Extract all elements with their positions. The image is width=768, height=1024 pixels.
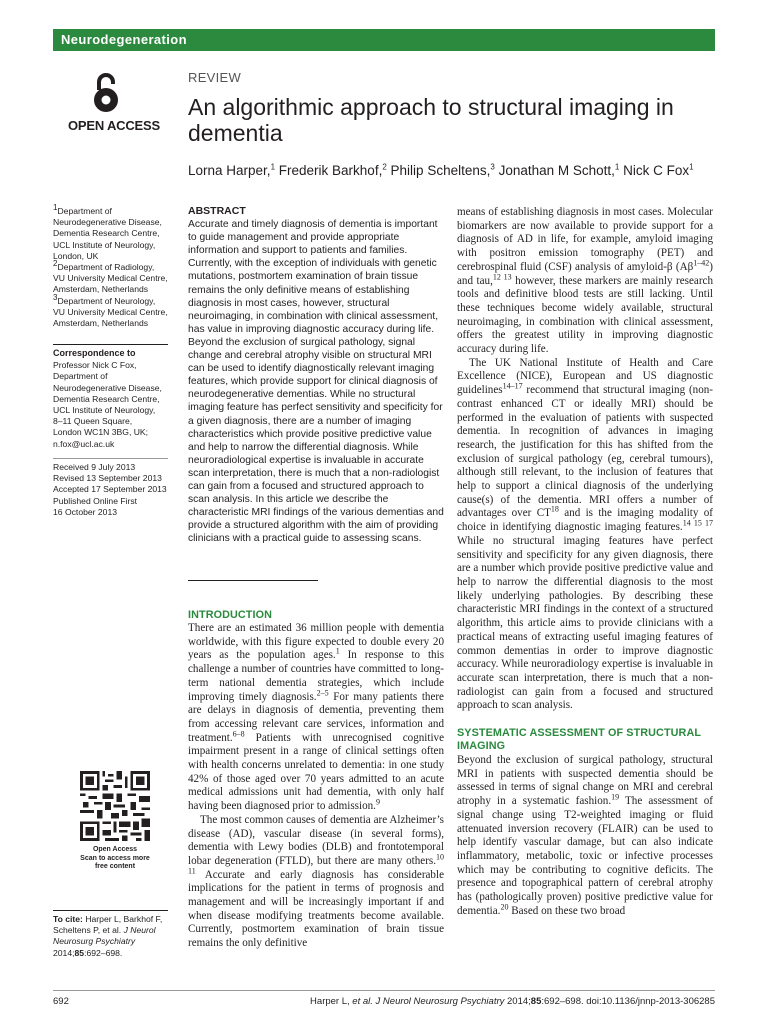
section-band [53, 29, 715, 51]
affiliation-ref: 3 [490, 162, 495, 172]
affiliation-ref: 1 [614, 162, 620, 172]
footer-citation: Harper L, et al. J Neurol Neurosurg Psychiatry 2014;85:692–698. doi:10.1136/jnnp-2013-306285 [310, 996, 715, 1007]
author: Frederik Barkhof, [278, 163, 383, 178]
qr-caption: Open Access Scan to access more free content [80, 846, 150, 870]
correspondence-heading: Correspondence to [53, 348, 136, 358]
article-dates: Received 9 July 2013 Revised 13 September 2013 Accepted 17 September 2013 Published Online First 16 October 2013 [53, 458, 168, 518]
affiliation: $^1$Department of Neurodegenerative Disease, Dementia Research Centre, UCL Institute of Neurology, London, UK [53, 203, 162, 261]
author: Nick C Fox [623, 163, 690, 178]
affiliations [53, 203, 168, 329]
paragraph: There are an estimated 36 million people with dementia worldwide, with this figure expected to double every 20 years as the population ages.$^1$ In response to this challenge a number of countries have committed to long-term national dementia strategies, which include improving timely diagnosis.$^{2-5}$ For many patients there are delays in diagnosis of dementia, preventing them from accessing relevant care services, information and treatment.$^{6-8}$ Patients with unrecognised cognitive impairment present in a range of clinical settings often with health concerns unrelated to dementia: in one study 42% of those aged over 70 years admitted to an acute medical admissions unit had dementia, with only half having been diagnosed prior to admission.$^9$ [188, 622, 445, 813]
open-access-label: OPEN ACCESS [68, 118, 160, 133]
article-title: An algorithmic approach to structural imaging in dementia [188, 94, 674, 146]
footer-divider [53, 990, 715, 991]
author: Jonathan M Schott, [498, 163, 615, 178]
affiliation: $^3$Department of Neurology, VU University Medical Centre, Amsterdam, Netherlands [53, 292, 168, 329]
affiliation-ref: 1 [270, 162, 276, 172]
section-label: Neurodegeneration [61, 32, 187, 47]
paragraph: The UK National Institute of Health and Care Excellence (NICE), European and US diagnostic guidelines$^{14-17}$ recommend that structural imaging (non-contrast enhanced CT or ideally MRI) should be performed in the evaluation of patients with suspected dementia. In recognition of advances in imaging research, the justification for this has shifted from the exclusion of surgical pathology (eg, cerebral tumours), although still relevant, to the inclusion of features that help to support a clinical diagnosis of the underlying cause(s) of the dementia. MRI offers a number of advantages over CT$^{18}$ and is the imaging modality of choice in identifying diagnostic imaging features.$^{14 15 17}$ While no structural imaging features have perfect sensitivity and specificity for any given diagnosis, there are a number which provide positive predictive value and help to narrow the differential diagnosis to the most likely underlying pathologies. By describing these characteristic MRI findings in the context of a structured algorithm, this article aims to provide clinicians with a practical means of extracting useful imaging features of common dementias in order to improve diagnostic accuracy. While neuroradiology expertise is invaluable in accurate scan interpretation, there is much that a non-radiologist can gain from a focused and structured approach to scan analysis. [457, 356, 713, 712]
qr-code-icon[interactable] [80, 771, 150, 841]
to-cite-heading: To cite: [53, 914, 83, 924]
abstract-heading: ABSTRACT [188, 205, 246, 217]
abstract [188, 205, 444, 545]
abstract-divider [188, 580, 318, 581]
correspondence: Correspondence to Professor Nick C Fox, Department of Neurodegenerative Disease, Dementia Research Centre, UCL Institute of Neurology, 8–11 Queen Square, London WC1N 3BG, UK; n.fox@ucl.ac.uk [53, 344, 168, 450]
paragraph: means of establishing diagnosis in most cases. Molecular biomarkers are now available to provide support for a diagnosis of AD in life, for example, amyloid imaging with positron emission tomography (PET) and cerebrospinal fluid (CSF) analysis of amyloid-β $(A\beta^{1-42})$ and tau,$^{12 13}$ however, these markers are mainly research tools and definitive blood tests are still lacking. Until these techniques become widely available, structural neuroimaging, in combination with clinical assessment, offers the greatest utility in improving diagnostic accuracy during life. [457, 206, 713, 356]
open-access-lock-icon [92, 72, 120, 114]
paragraph: Beyond the exclusion of surgical pathology, structural MRI in patients with suspected dementia should be assessed in terms of signal change on MRI and cerebral atrophy in a systematic fashion.$^{19}$ The assessment of signal change using T2-weighted imaging or fluid attenuated inversion recovery (FLAIR) can be used to help identify vascular damage, but can also indicate inflammatory, metabolic, toxic or infective processes which may be contributing to cognitive deficits. The presence and topographical pattern of cerebral atrophy has (pathologically proven) positive predictive value for dementia.$^{20}$ Based on these two broad [457, 754, 713, 917]
author: Lorna Harper, [188, 163, 271, 178]
page-number: 692 [53, 996, 69, 1007]
abstract-text: Accurate and timely diagnosis of dementia is important to guide management and provide appropriate information and support to patients and families. Currently, with the exception of individuals with genetic mutations, postmortem examination of brain tissue remains the only definitive means of establishing diagnosis in most cases, however, structural neuroimaging, in combination with clinical assessment, has value in improving diagnostic accuracy during life. Beyond the exclusion of surgical pathology, signal change and cerebral atrophy visible on structural MRI can be used to identify diagnostically relevant imaging features, which provide support for clinical diagnosis of neurodegenerative dementias. While no structural imaging feature has perfect sensitivity and specificity for a given diagnosis, there are a number of imaging characteristics which provide positive predictive value and help to narrow the differential diagnosis. While neuroradiological expertise is invaluable in accurate scan interpretation, there is much that a non-radiologist can gain from a focused and structured approach to scan analysis. In this article we describe the characteristic MRI findings of the various dementias and provide a structured algorithm with the aim of providing clinicians with a practical guide to assessing scans. [188, 219, 444, 545]
paragraph: The most common causes of dementia are Alzheimer’s disease (AD), vascular disease (in several forms), dementia with Lewy bodies (DLB) and frontotemporal lobar degeneration (FTLD), but there are many others.$^{10 11}$ Accurate and early diagnosis has considerable implications for the patient in terms of prognosis and management and will be increasingly important if and when disease modifying treatments become available. Currently, postmortem examination of brain tissue remains the only definitive [188, 813, 444, 950]
to-cite-box: To cite: Harper L, Barkhof F, Scheltens P, et al. J Neurol Neurosurg Psychiatry 2014;85:692–698. [53, 910, 168, 959]
affiliation-ref: 2 [382, 162, 387, 172]
introduction [188, 609, 444, 951]
introduction-heading: INTRODUCTION [188, 609, 272, 621]
affiliation: $^2$Department of Radiology, VU University Medical Centre, Amsterdam, Netherlands [53, 259, 168, 295]
affiliation-ref: 1 [689, 162, 694, 172]
author: Philip Scheltens, [390, 163, 491, 178]
body-column-2 [457, 206, 713, 918]
email-link[interactable]: n.fox@ucl.ac.uk [53, 438, 115, 449]
systematic-assessment-heading: SYSTEMATIC ASSESSMENT OF STRUCTURAL IMAGING [457, 727, 701, 753]
article-type: REVIEW [188, 70, 242, 85]
author-list [188, 163, 718, 178]
